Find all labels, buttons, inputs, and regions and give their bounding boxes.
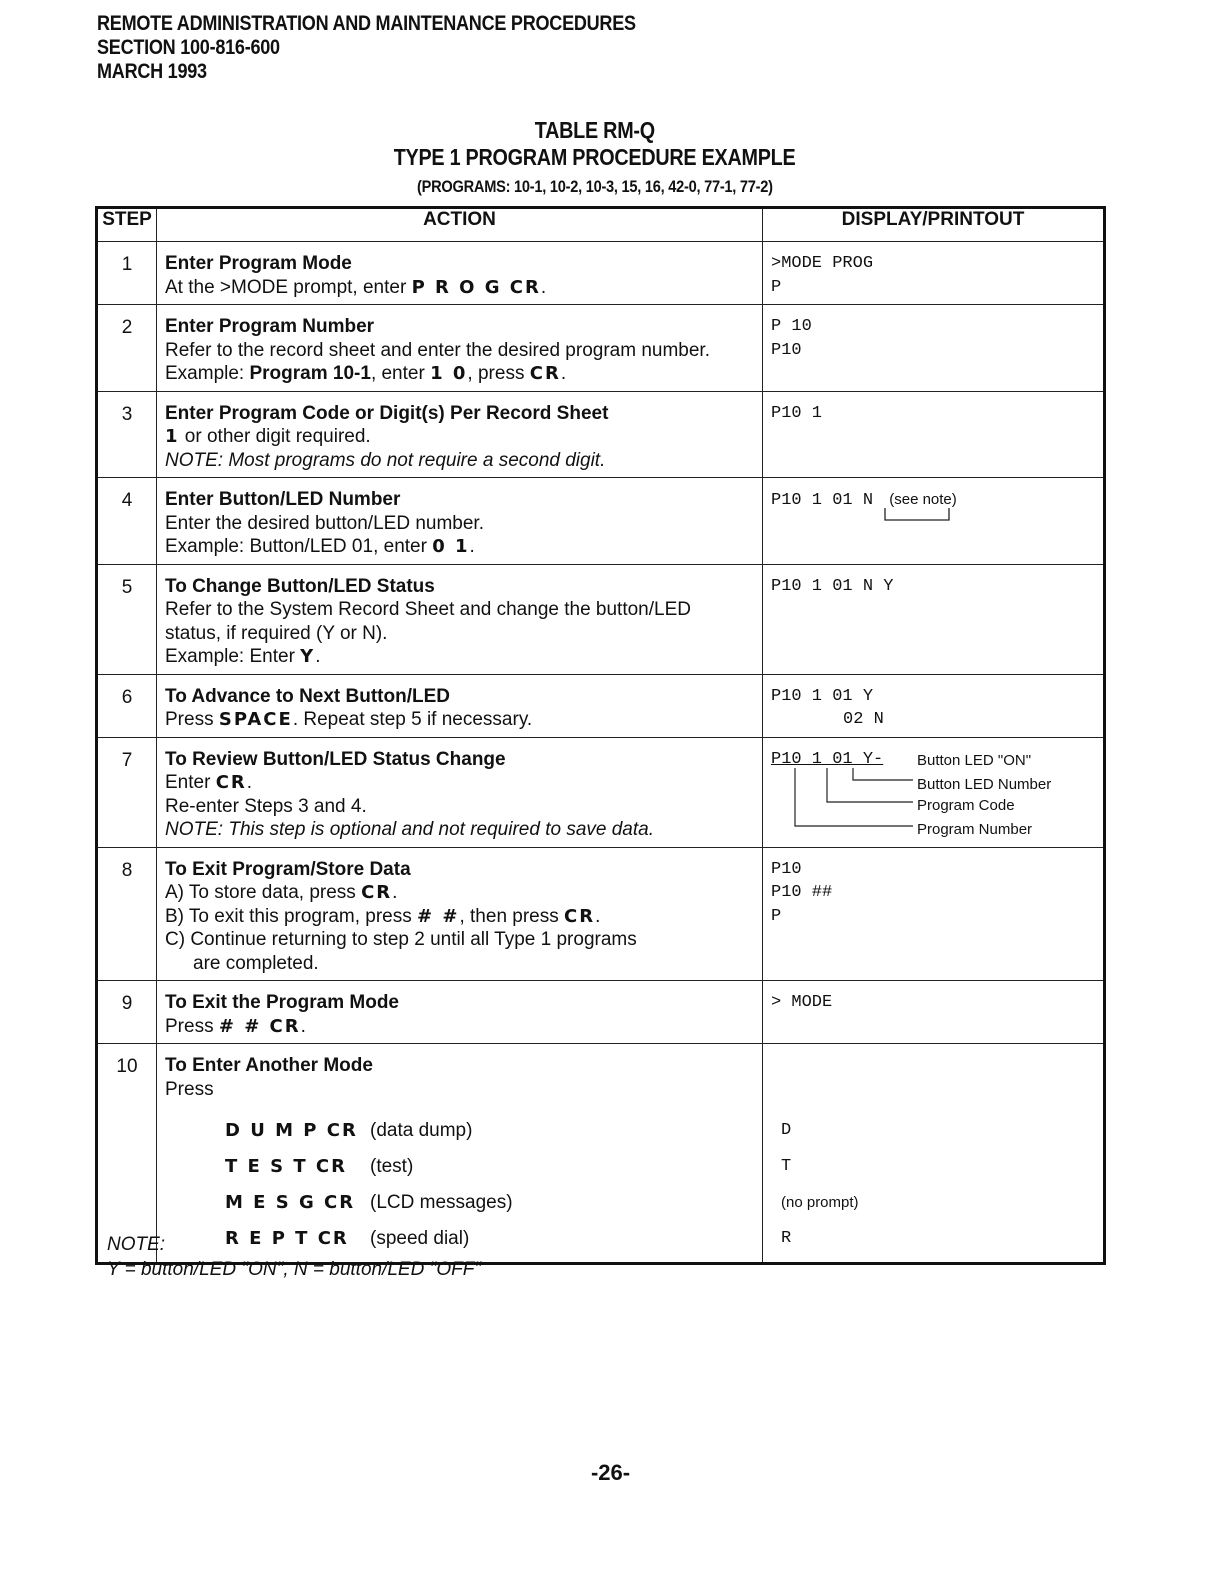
action-title: To Exit Program/Store Data — [165, 858, 411, 880]
display-line: P10 1 — [771, 403, 823, 423]
display-line: >MODE PROG — [771, 254, 874, 273]
display-line: P10 ## — [771, 883, 833, 902]
step-number: 10 — [97, 1044, 157, 1264]
diagram-label-on: Button LED "ON" — [917, 751, 1032, 769]
action-cell — [157, 981, 763, 1044]
action-cell — [157, 478, 763, 565]
action-line: Example: Program 10-1, enter 1 0, press CR. — [165, 363, 567, 384]
document-header — [97, 12, 636, 84]
action-line: 1 or other digit required. — [165, 426, 371, 447]
step-number: 1 — [97, 242, 157, 305]
footnote — [107, 1232, 481, 1282]
action-line: Enter the desired button/LED number. — [165, 512, 484, 534]
action-line: Press — [165, 1078, 214, 1100]
action-line: Press # # CR. — [165, 1015, 306, 1037]
display-cell — [763, 478, 1105, 565]
action-line: A) To store data, press CR. — [165, 882, 398, 903]
action-title: Enter Program Number — [165, 316, 375, 337]
step-number: 5 — [97, 564, 157, 674]
table-row — [97, 847, 1105, 981]
action-line: B) To exit this program, press # #, then press CR. — [165, 905, 601, 927]
table-header-row — [97, 208, 1105, 242]
display-line: (no prompt) — [781, 1194, 859, 1211]
action-title: To Enter Another Mode — [165, 1055, 373, 1076]
table-programs: (PROGRAMS: 10-1, 10-2, 10-3, 15, 16, 42-0, 77-1, 77-2) — [417, 177, 773, 196]
action-line: Refer to the record sheet and enter the desired program number. — [165, 339, 710, 361]
page-number: -26- — [590, 1460, 631, 1485]
display-line: P10 1 01 N Y — [771, 576, 894, 596]
action-title: To Change Button/LED Status — [165, 575, 435, 597]
action-line: At the >MODE prompt, enter P R O G CR. — [165, 276, 547, 298]
action-cell — [157, 305, 763, 392]
action-line: Example: Button/LED 01, enter 0 1. — [165, 536, 475, 557]
table-row — [97, 674, 1105, 737]
table-row — [97, 737, 1105, 847]
action-line: are completed. — [193, 952, 319, 974]
action-line: C) Continue returning to step 2 until all Type 1 programs — [165, 929, 637, 950]
diagram-label-led-number: Button LED Number — [917, 775, 1052, 793]
display-line: R — [781, 1229, 792, 1248]
diagram-label-program-number: Program Number — [917, 820, 1033, 838]
action-cell — [157, 847, 763, 981]
mode-item: R E P T CR (speed dial) — [225, 1228, 470, 1249]
action-note: NOTE: This step is optional and not required to save data. — [165, 819, 654, 840]
table-row — [97, 305, 1105, 392]
footnote-label: NOTE: — [107, 1234, 166, 1255]
col-display-header: DISPLAY/PRINTOUT — [763, 208, 1105, 242]
display-line: P10 1 01 Y — [771, 686, 874, 706]
display-line: P10 1 01 N (see note) — [771, 488, 1103, 513]
col-step-header: STEP — [97, 208, 157, 242]
action-cell — [157, 737, 763, 847]
action-title: Enter Program Code or Digit(s) Per Record Sheet — [165, 402, 609, 424]
display-cell — [763, 981, 1105, 1044]
header-line-1: REMOTE ADMINISTRATION AND MAINTENANCE PROCEDURES — [97, 12, 636, 35]
mode-item: D U M P CR (data dump) — [225, 1120, 473, 1141]
action-line: Re-enter Steps 3 and 4. — [165, 795, 367, 817]
table-title: TABLE RM-Q — [534, 117, 656, 143]
procedure-table — [95, 206, 1106, 1265]
see-note-label: (see note) — [889, 491, 957, 508]
display-line: P10 — [771, 859, 802, 879]
action-cell — [157, 674, 763, 737]
display-diagram — [771, 748, 1103, 840]
action-cell — [157, 564, 763, 674]
display-cell — [763, 1044, 1105, 1264]
display-cell — [763, 674, 1105, 737]
action-cell — [157, 1044, 763, 1264]
display-line: P — [771, 277, 782, 297]
action-title: Enter Button/LED Number — [165, 489, 401, 510]
footnote-text: Y = button/LED "ON", N = button/LED "OFF" — [107, 1259, 482, 1280]
header-line-3: MARCH 1993 — [97, 60, 207, 83]
display-line: D — [781, 1121, 792, 1140]
action-title: Enter Program Mode — [165, 253, 352, 274]
display-line: P10 1 01 Y- — [771, 749, 884, 769]
step-number: 9 — [97, 981, 157, 1044]
mode-item: M E S G CR (LCD messages) — [225, 1192, 513, 1213]
display-cell — [763, 737, 1105, 847]
action-note: NOTE: Most programs do not require a second digit. — [165, 449, 606, 471]
display-line: T — [781, 1157, 792, 1176]
table-row — [97, 1044, 1105, 1264]
step-number: 4 — [97, 478, 157, 565]
table-row — [97, 564, 1105, 674]
display-cell — [763, 564, 1105, 674]
display-cell — [763, 242, 1105, 305]
see-note-bracket — [871, 508, 991, 528]
table-row — [97, 391, 1105, 478]
table-row — [97, 478, 1105, 565]
table-row — [97, 981, 1105, 1044]
display-line: P — [771, 906, 782, 926]
display-line: > MODE — [771, 993, 833, 1012]
display-line: P 10 — [771, 317, 812, 336]
mode-item: T E S T CR (test) — [225, 1156, 414, 1177]
action-line: Refer to the System Record Sheet and change the button/LED — [165, 599, 691, 620]
mode-display-list — [781, 1113, 1103, 1257]
step-number: 7 — [97, 737, 157, 847]
action-line: Press SPACE. Repeat step 5 if necessary. — [165, 709, 533, 730]
display-cell — [763, 847, 1105, 981]
diagram-leader-lines — [771, 748, 921, 840]
col-action-header: ACTION — [157, 208, 763, 242]
action-title: To Review Button/LED Status Change — [165, 748, 506, 770]
display-line: 02 N — [843, 710, 884, 729]
action-cell — [157, 391, 763, 478]
action-line: Enter CR. — [165, 772, 253, 793]
action-line: Example: Enter Y. — [165, 646, 321, 667]
step-number: 2 — [97, 305, 157, 392]
step-number: 6 — [97, 674, 157, 737]
table-subtitle: TYPE 1 PROGRAM PROCEDURE EXAMPLE — [394, 144, 796, 170]
step-number: 8 — [97, 847, 157, 981]
action-line: status, if required (Y or N). — [165, 622, 388, 644]
action-cell — [157, 242, 763, 305]
step-number: 3 — [97, 391, 157, 478]
display-line: P10 — [771, 340, 802, 360]
action-title: To Exit the Program Mode — [165, 992, 400, 1013]
display-cell — [763, 305, 1105, 392]
display-cell — [763, 391, 1105, 478]
table-row — [97, 242, 1105, 305]
action-title: To Advance to Next Button/LED — [165, 685, 450, 707]
header-line-2: SECTION 100-816-600 — [97, 36, 280, 59]
diagram-label-program-code: Program Code — [917, 796, 1015, 814]
